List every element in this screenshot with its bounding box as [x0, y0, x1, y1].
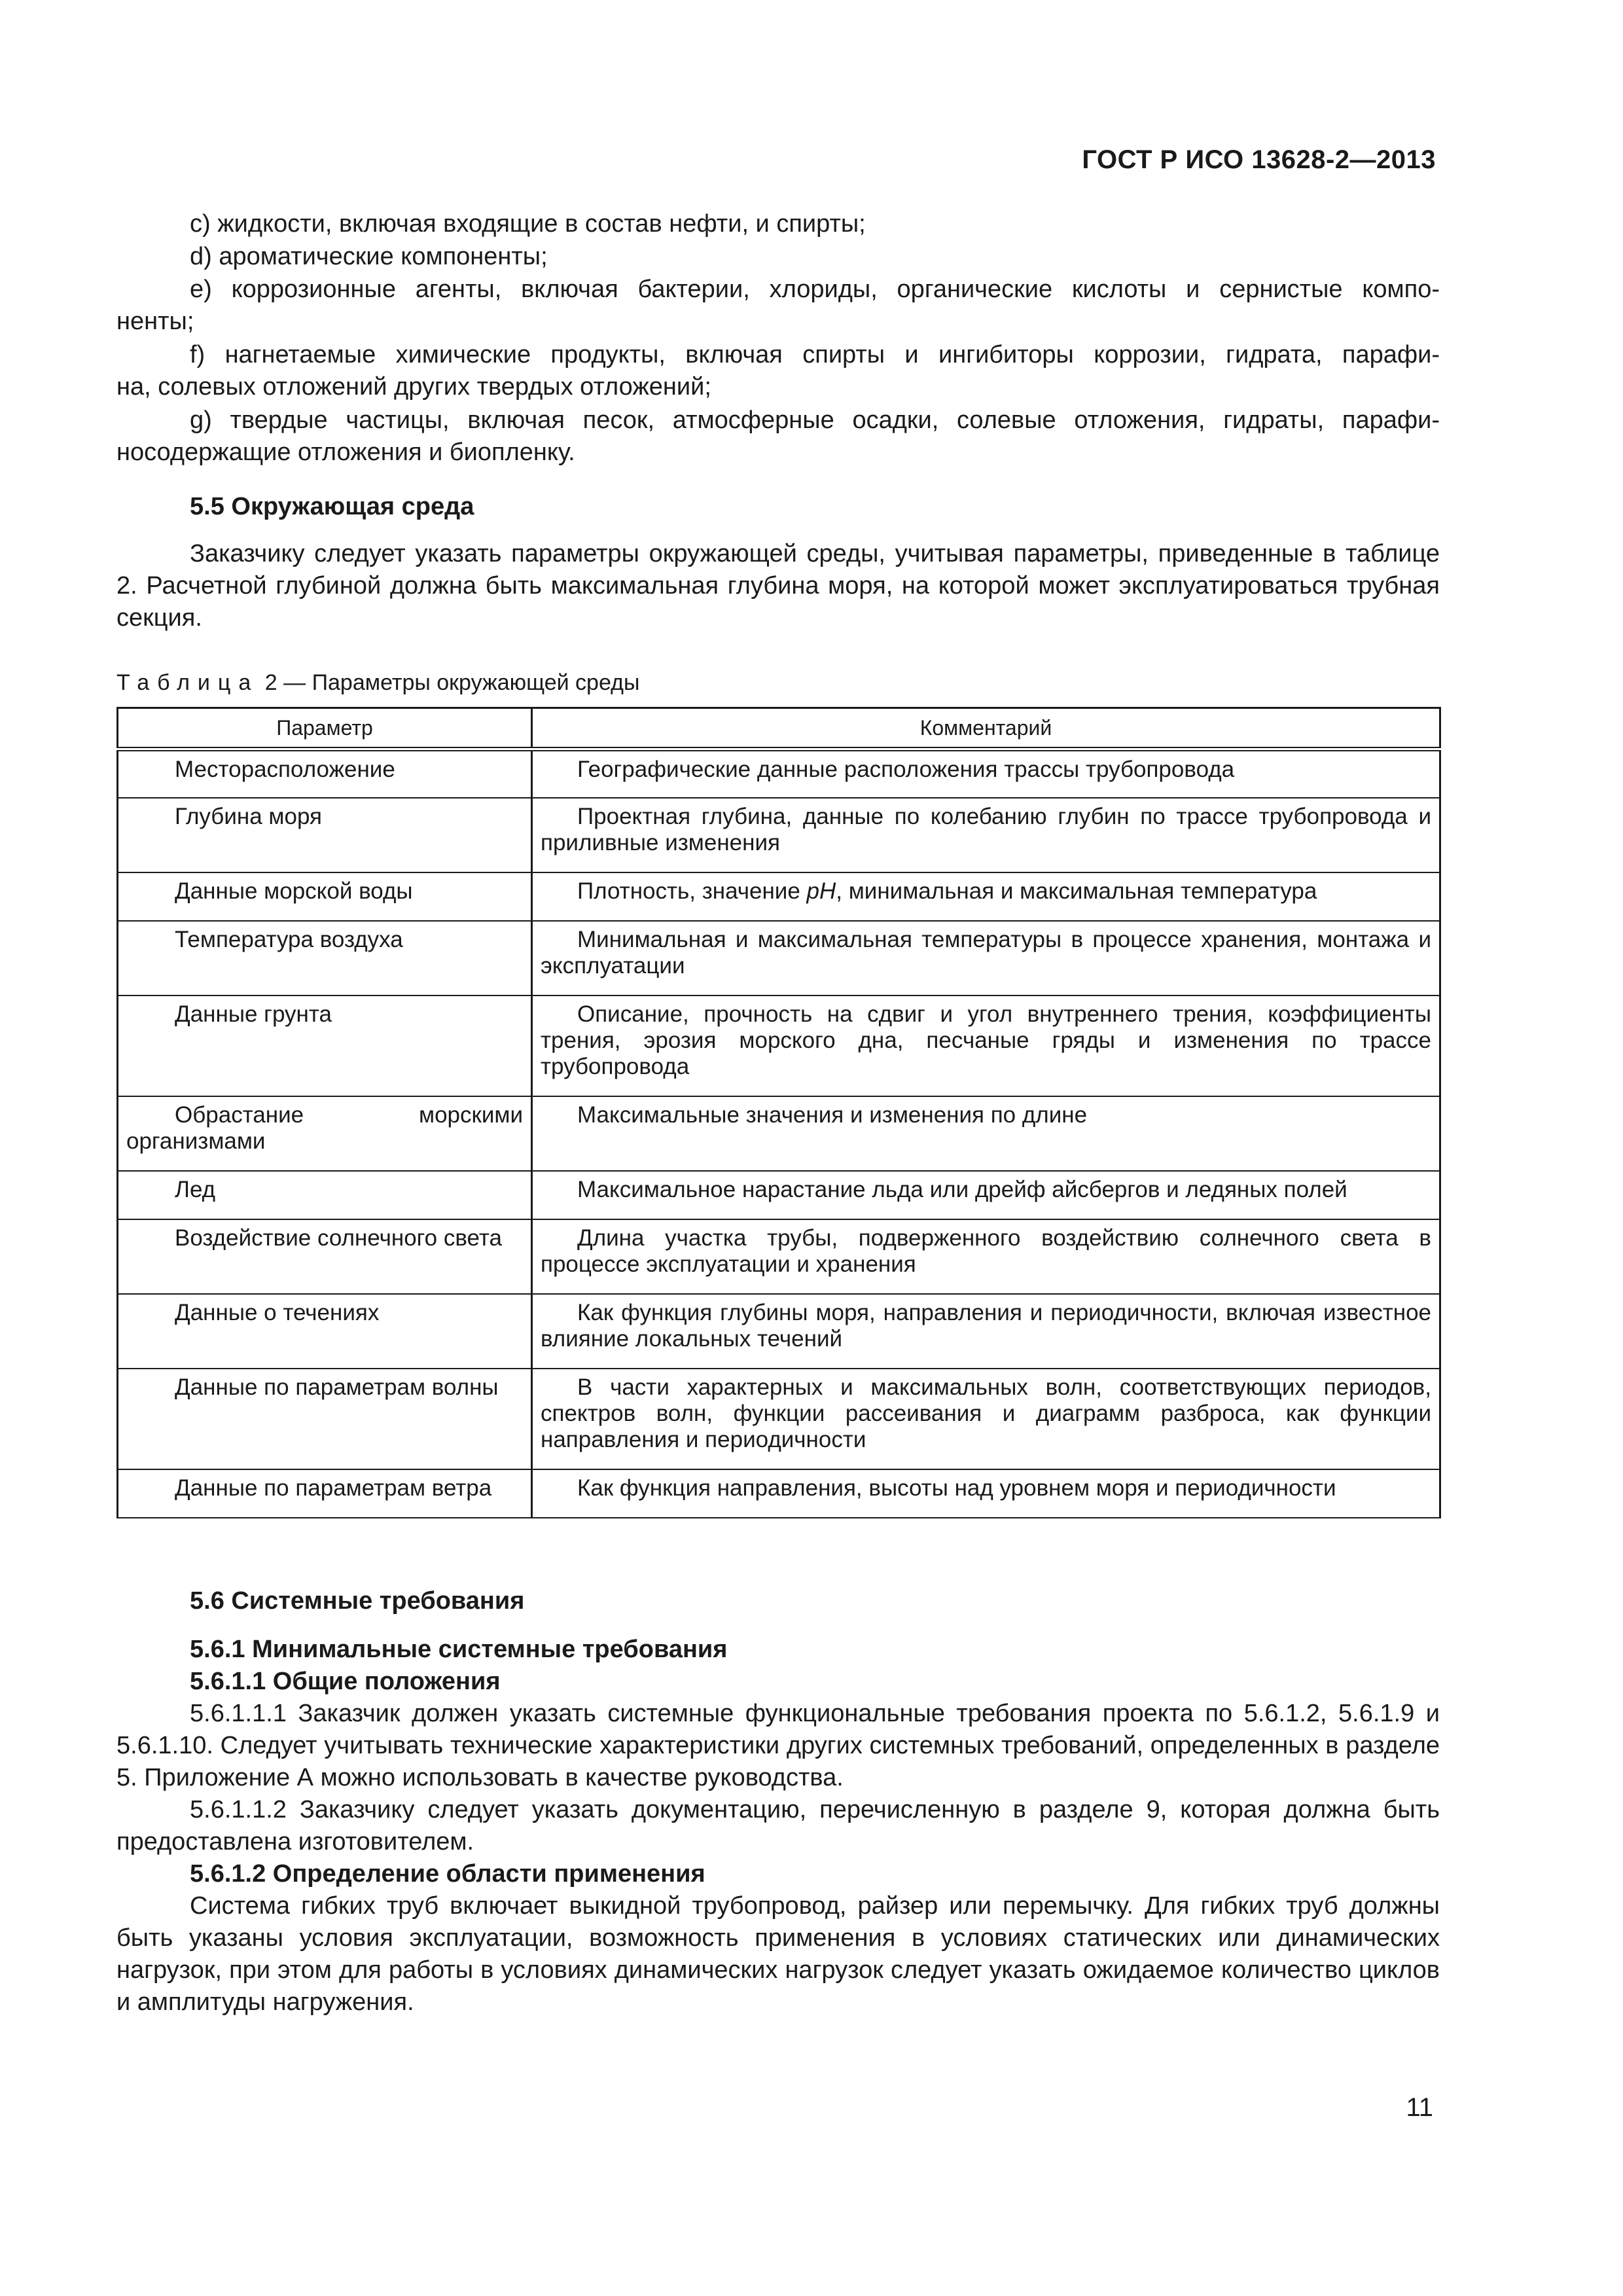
- comment-text: Плотность, значение pH, минимальная и максимальная температура: [577, 878, 1317, 904]
- table-row: [118, 872, 1440, 921]
- table-caption-label: Таблица: [116, 670, 259, 695]
- list-item: [116, 208, 1440, 240]
- list-item-text: c) жидкости, включая входящие в состав нефти, и спирты;: [190, 210, 866, 238]
- table-row: [118, 1294, 1440, 1369]
- list-item-continuation: носодержащие отложения и биопленку.: [116, 439, 575, 466]
- paragraph-5-6-1-2: Система гибких труб включает выкидной трубопровод, райзер или перемычку. Для гибких труб должны быть указаны условия эксплуатации, возможность применения в условиях статических или динамических нагрузок, при этом для работы в условиях динамических нагрузок следует указать ожидаемое количество циклов и амплитуды нагружения.: [116, 1892, 1440, 2016]
- list-item: [116, 241, 1440, 273]
- cell-parameter: Лед: [118, 1171, 532, 1219]
- cell-parameter: Данные грунта: [118, 996, 532, 1096]
- table-row: [118, 749, 1440, 798]
- subsection-heading-5-6-1: 5.6.1 Минимальные системные требования: [190, 1636, 728, 1663]
- list-item-continuation: ненты;: [116, 308, 194, 335]
- table-row: [118, 1171, 1440, 1219]
- cell-comment: Как функция направления, высоты над уровнем моря и периодичности: [532, 1469, 1440, 1518]
- table-row: [118, 996, 1440, 1096]
- cell-parameter: Температура воздуха: [118, 921, 532, 996]
- list-item-text: f) нагнетаемые химические продукты, включая спирты и ингибиторы коррозии, гидрата, парафи-: [190, 341, 1440, 368]
- document-code: ГОСТ Р ИСО 13628-2—2013: [1082, 145, 1436, 174]
- cell-parameter: Обрастание морскими организмами: [118, 1096, 532, 1171]
- table-caption: [116, 670, 639, 696]
- cell-comment: Максимальные значения и изменения по длине: [532, 1096, 1440, 1171]
- section-heading-5-5: 5.5 Окружающая среда: [190, 493, 474, 520]
- cell-comment: Минимальная и максимальная температуры в процессе хранения, монтажа и эксплуатации: [532, 921, 1440, 996]
- subsection-heading-5-6-1-1: 5.6.1.1 Общие положения: [190, 1668, 501, 1695]
- column-header-comment: Комментарий: [532, 708, 1440, 749]
- section-5-5-text: Заказчику следует указать параметры окружающей среды, учитывая параметры, приведенные в таблице 2. Расчетной глубиной должна быть максимальная глубина моря, на которой может эксплуатироваться трубная секция.: [116, 540, 1440, 632]
- section-heading-5-6: 5.6 Системные требования: [190, 1587, 525, 1615]
- list-item: [116, 274, 1440, 338]
- list-item-continuation: на, солевых отложений других твердых отложений;: [116, 373, 711, 401]
- table-header-row: [118, 708, 1440, 749]
- cell-parameter: Данные по параметрам волны: [118, 1369, 532, 1469]
- cell-comment: Географические данные расположения трассы трубопровода: [532, 749, 1440, 798]
- table-row: [118, 1369, 1440, 1469]
- cell-comment: В части характерных и максимальных волн, соответствующих периодов, спектров волн, функции рассеивания и диаграмм разброса, как функции направления и периодичности: [532, 1369, 1440, 1469]
- subsection-heading-5-6-1-2: 5.6.1.2 Определение области применения: [190, 1860, 705, 1888]
- cell-parameter: Воздействие солнечного света: [118, 1219, 532, 1294]
- cell-comment: Как функция глубины моря, направления и периодичности, включая известное влияние локальных течений: [532, 1294, 1440, 1369]
- table-row: [118, 1469, 1440, 1518]
- cell-parameter: Месторасположение: [118, 749, 532, 798]
- page-number: 11: [1406, 2093, 1433, 2122]
- cell-parameter: Глубина моря: [118, 798, 532, 872]
- list-item-text: g) твердые частицы, включая песок, атмосферные осадки, солевые отложения, гидраты, парафи-: [190, 406, 1440, 434]
- table-row: [118, 1096, 1440, 1171]
- list-item: [116, 404, 1440, 469]
- cell-comment: Максимальное нарастание льда или дрейф айсбергов и ледяных полей: [532, 1171, 1440, 1219]
- table-row: [118, 798, 1440, 872]
- cell-comment: Описание, прочность на сдвиг и угол внутреннего трения, коэффициенты трения, эрозия морского дна, песчаные гряды и изменения по трассе трубопровода: [532, 996, 1440, 1096]
- table-row: [118, 921, 1440, 996]
- paragraph-5-6-1-1-1: 5.6.1.1.1 Заказчик должен указать системные функциональные требования проекта по 5.6.1.2, 5.6.1.9 и 5.6.1.10. Следует учитывать технические характеристики других системных требований, определенных в разделе 5. Приложение А можно использовать в качестве руководства.: [116, 1700, 1440, 1791]
- table-row: [118, 1219, 1440, 1294]
- cell-comment: Проектная глубина, данные по колебанию глубин по трассе трубопровода и приливные изменения: [532, 798, 1440, 872]
- cell-comment: Длина участка трубы, подверженного воздействию солнечного света в процессе эксплуатации и хранения: [532, 1219, 1440, 1294]
- environment-parameters-table: [116, 707, 1441, 1518]
- cell-parameter: Данные по параметрам ветра: [118, 1469, 532, 1518]
- cell-comment: [532, 872, 1440, 921]
- list-item-text: d) ароматические компоненты;: [190, 243, 548, 270]
- column-header-parameter: Параметр: [118, 708, 532, 749]
- cell-parameter: Данные о течениях: [118, 1294, 532, 1369]
- list-item: [116, 339, 1440, 403]
- list-item-text: e) коррозионные агенты, включая бактерии, хлориды, органические кислоты и сернистые компо-: [190, 276, 1440, 303]
- table-caption-title: 2 — Параметры окружающей среды: [264, 670, 640, 695]
- cell-parameter: Данные морской воды: [118, 872, 532, 921]
- paragraph-5-6-1-1-2: 5.6.1.1.2 Заказчику следует указать документацию, перечисленную в разделе 9, которая должна быть предоставлена изготовителем.: [116, 1796, 1440, 1856]
